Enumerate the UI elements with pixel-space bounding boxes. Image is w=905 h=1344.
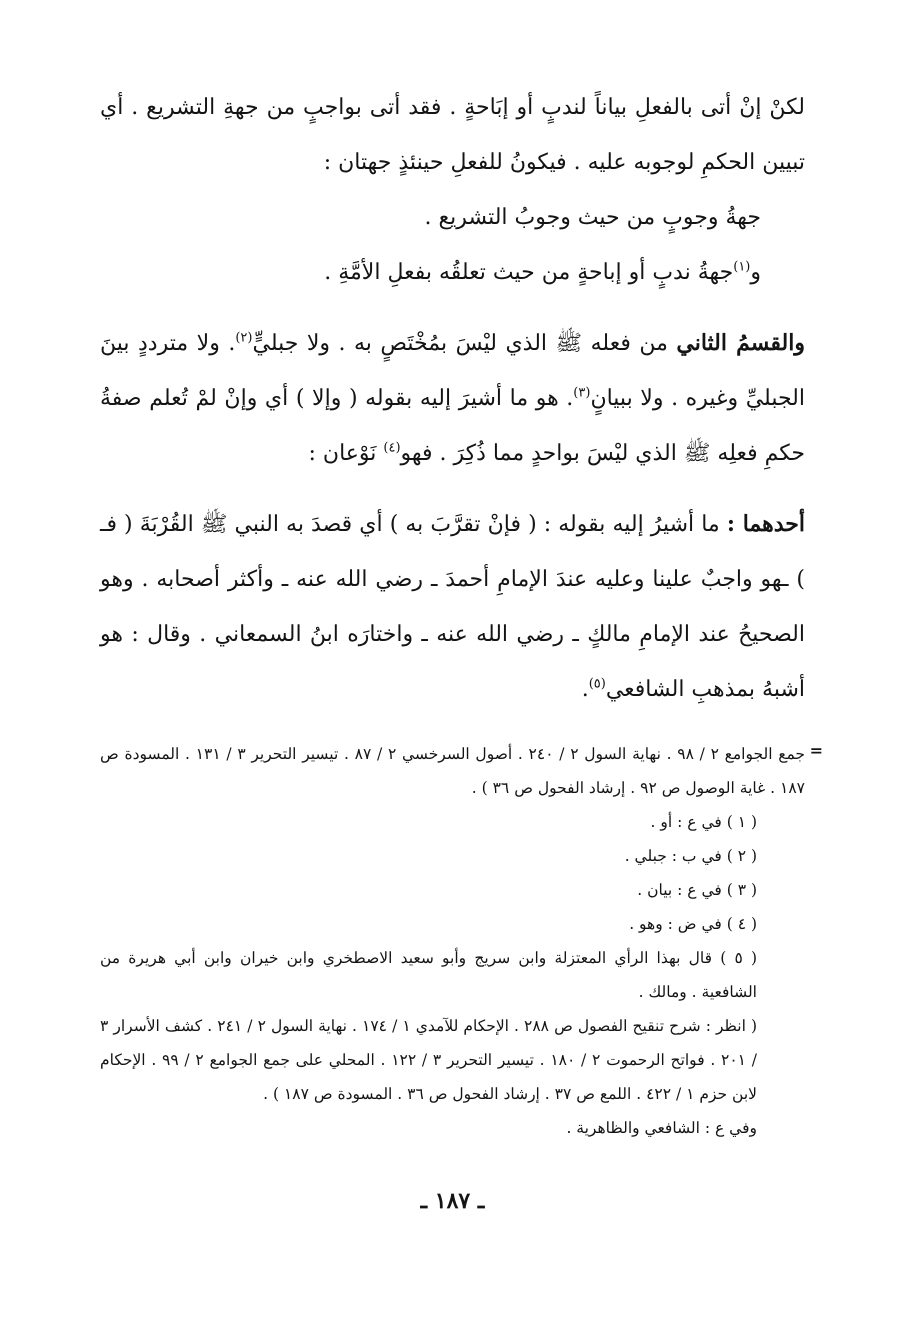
footnote-ref-3[interactable]: (٣) [573, 385, 591, 401]
paragraph-first-type: أحدهما : ما أشيرُ إليه بقوله : ( فإنْ تقرَّبَ به ) أي قصدَ به النبي ﷺ القُرْبَةَ ( فـ ) ـهو واجبٌ علينا وعليه عندَ الإمامِ أحمدَ ـ رضي الله عنه ـ وأكثر أصحابه . وهو الصحيحُ عند الإمامِ مالكٍ ـ رضي الله عنه ـ واختارَه ابنُ السمعاني . وقال : هو أشبهُ بمذهبِ الشافعي$^{(٥)}$. [100, 511, 805, 702]
footnote-1: ( ١ ) في ع : أو . [650, 813, 757, 831]
paragraph-second-category: والقسمُ الثاني من فعله ﷺ الذي ليْسَ بمُخْتَصٍ به . ولا جبليٍّ$^{(٢)}$. ولا مترددٍ بينَ الجبليِّ وغيره . ولا ببيانٍ$^{(٣)}$. هو ما أشيرَ إليه بقوله ( وإلا ) أي وإنْ لمْ تُعلم صفةُ حكمِ فعلِه ﷺ الذي ليْسَ بواحدٍ مما ذُكِرَ . فهو$^{(٤)}$ نَوْعان : [100, 330, 805, 466]
footnote-ref-1[interactable]: (١) [733, 259, 751, 275]
footnote-5: ( ٥ ) قال بهذا الرأي المعتزلة وابن سريج وأبو سعيد الاصطخري وابن خيران وابن أبي هريرة من الشافعية . ومالك . [100, 949, 757, 1001]
footnote-continued: جمع الجوامع ٢ / ٩٨ . نهاية السول ٢ / ٢٤٠ . أصول السرخسي ٢ / ٨٧ . تيسير التحرير ٣ / ١٣١ . المسودة ص ١٨٧ . غاية الوصول ص ٩٢ . إرشاد الفحول ص ٣٦ ) . [100, 745, 806, 797]
footnote-ref-2[interactable]: (٢) [235, 330, 253, 346]
paragraph-two-aspects: لكنْ إنْ أتى بالفعلِ بياناً لندبٍ أو إبَاحةٍ . فقد أتى بواجبٍ من جهةِ التشريع . أي تبيين الحكمِ لوجوبه عليه . فيكونُ للفعلِ حينئذٍ جهتان : [100, 95, 805, 175]
footnote-5-variant: وفي ع : الشافعي والظاهرية . [566, 1119, 757, 1137]
footnote-ref-5[interactable]: (٥) [588, 676, 606, 692]
footnote-ref-4[interactable]: (٤) [383, 440, 401, 456]
footnote-3: ( ٣ ) في ع : بيان . [637, 881, 757, 899]
main-text [100, 80, 805, 717]
section-heading-first-type: أحدهما : [726, 511, 805, 537]
aspect-recommendation-text: جهةُ ندبٍ أو إباحةٍ من حيث تعلقُه بفعلِ الأمَّةِ . [324, 260, 734, 285]
footnotes [100, 737, 823, 1145]
aspect-recommendation [100, 245, 805, 300]
footnote-5-references: ( انظر : شرح تنقيح الفصول ص ٢٨٨ . الإحكام للآمدي ١ / ١٧٤ . نهاية السول ٢ / ٢٤١ . كشف الأسرار ٣ / ٢٠١ . فواتح الرحموت ٢ / ١٨٠ . تيسير التحرير ٣ / ١٢٢ . المحلي على جمع الجوامع ٢ / ٩٩ . الإحكام لابن حزم ١ / ٤٢٢ . اللمع ص ٣٧ . إرشاد الفحول ص ٣٦ . المسودة ص ١٨٧ ) . [100, 1017, 757, 1103]
footnote-4: ( ٤ ) في ض : وهو . [629, 915, 757, 933]
aspect-obligation: جهةُ وجوبٍ من حيث وجوبُ التشريع . [424, 205, 761, 230]
section-heading-second-category: والقسمُ الثاني [676, 330, 805, 356]
footnote-continuation-mark: = [809, 741, 823, 760]
footnote-2: ( ٢ ) في ب : جبلي . [624, 847, 757, 865]
page-number: ـ ١٨٧ ـ [420, 1188, 485, 1214]
conjunction: و [750, 260, 761, 285]
page-content [100, 80, 823, 1145]
